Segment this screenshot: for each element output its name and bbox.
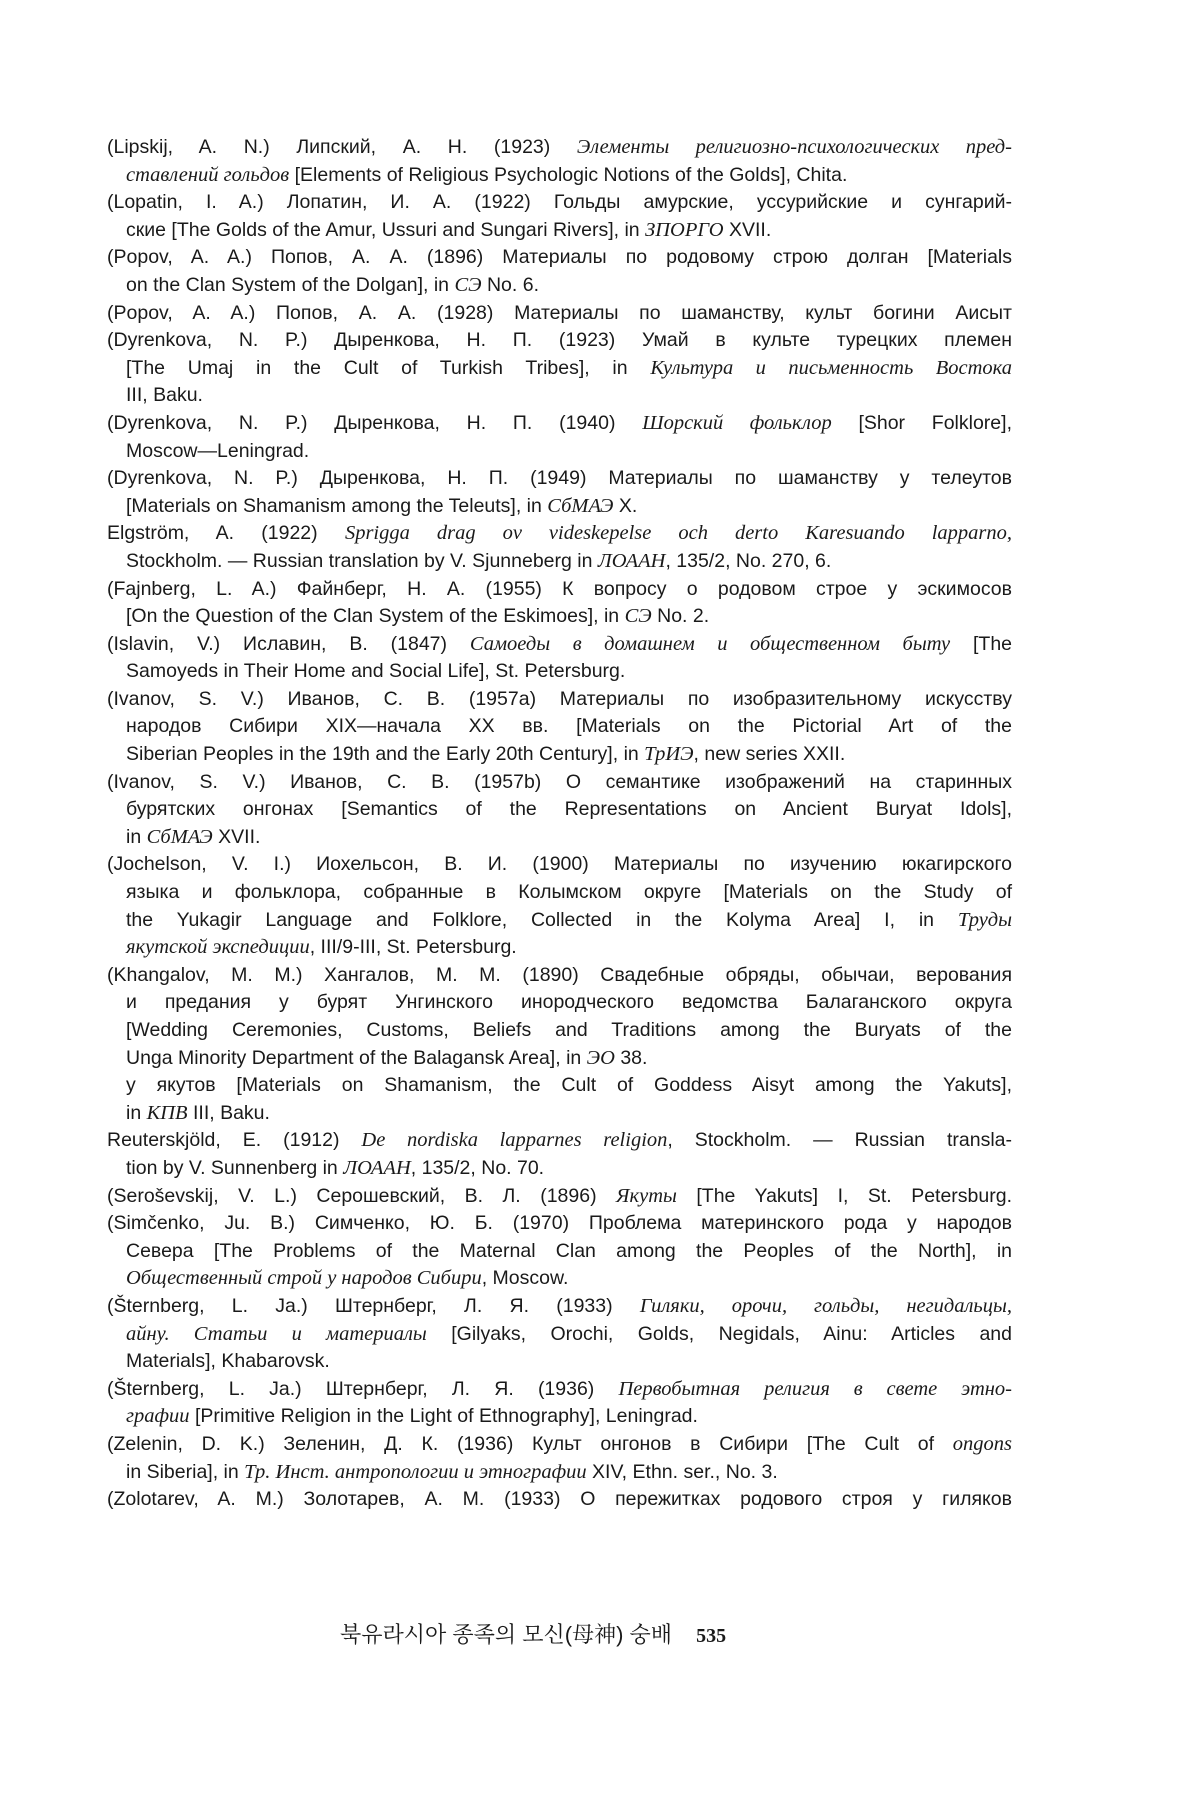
entry-line <box>107 907 1012 935</box>
italic-title-text: ЗПОРГО <box>645 218 724 241</box>
citation-text: (Simčenko, Ju. B.) Симченко, Ю. Б. (1970) Проблема материнского рода у народов <box>107 1212 1012 1235</box>
citation-text: Stockholm. — Russian translation by V. Sjunneberg in <box>126 549 598 572</box>
citation-text: (Zelenin, D. K.) Зеленин, Д. К. (1936) Культ онгонов в Сибири [The Cult of <box>107 1432 953 1455</box>
bibliography-entry <box>107 244 1012 299</box>
citation-text: , 135/2, No. 70. <box>410 1156 545 1179</box>
italic-title-text: Элементы религиозно-психологических пред- <box>576 136 1013 158</box>
entry-line <box>107 686 1012 714</box>
citation-text: (Islavin, V.) Иславин, В. (1847) <box>107 632 470 655</box>
entry-line <box>107 1183 1012 1211</box>
citation-text: Unga Minority Department of the Balagansk Area], in <box>126 1046 587 1069</box>
citation-text: No. 6. <box>481 273 539 296</box>
italic-title-text: якутской экспедиции <box>126 936 310 959</box>
bibliography-entry <box>107 1072 1012 1127</box>
entry-line <box>107 851 1012 879</box>
citation-text: и предания у бурят Унгинского инородческого ведомства Балаганского округа <box>126 991 1012 1014</box>
entry-line <box>107 410 1012 438</box>
citation-text: , Stockholm. — Russian transla- <box>667 1129 1012 1152</box>
italic-title-text: ongons <box>952 1432 1012 1455</box>
citation-text: Moscow—Leningrad. <box>126 439 310 462</box>
bibliography-entry <box>107 1293 1012 1376</box>
entry-line <box>107 272 1012 300</box>
bibliography-entry <box>107 1486 1012 1514</box>
bibliography-entry <box>107 851 1012 961</box>
bibliography-entry <box>107 134 1012 189</box>
entry-line <box>107 1293 1012 1321</box>
entry-line <box>107 1376 1012 1404</box>
bibliography-entry <box>107 1210 1012 1293</box>
citation-text: народов Сибири XIX—начала XX вв. [Materials on the Pictorial Art of the <box>126 715 1012 738</box>
italic-title-text: Гиляки, орочи, гольды, негидальцы, <box>639 1294 1013 1317</box>
citation-text: Elgström, A. (1922) <box>107 522 345 545</box>
citation-text: (Seroševskij, V. L.) Серошевский, В. Л. (1896) <box>107 1184 617 1207</box>
citation-text: (Šternberg, L. Ja.) Штернберг, Л. Я. (1933) <box>107 1294 640 1317</box>
citation-text: the Yukagir Language and Folklore, Collected in the Kolyma Area] I, in <box>126 908 958 931</box>
entry-line <box>107 934 1012 962</box>
bibliography-entry <box>107 631 1012 686</box>
entry-line <box>107 1403 1012 1431</box>
citation-text: (Popov, A. A.) Попов, А. А. (1928) Материалы по шаманству, культ богини Аисыт <box>107 301 1012 324</box>
citation-text: [On the Question of the Clan System of the Eskimoes], in <box>126 605 625 628</box>
italic-title-text: De nordiska lapparnes religion <box>361 1129 668 1152</box>
bibliography-entry <box>107 1376 1012 1431</box>
entry-line <box>107 244 1012 272</box>
italic-title-text: СбМАЭ <box>146 825 213 848</box>
entry-line <box>107 1238 1012 1266</box>
italic-title-text: Самоеды в домашнем и общественном быту <box>469 632 951 655</box>
citation-text: 38. <box>614 1046 648 1069</box>
citation-text: Materials], Khabarovsk. <box>126 1350 330 1373</box>
citation-text: (Dyrenkova, N. P.) Дыренкова, Н. П. (1940) <box>107 411 643 434</box>
bibliography-entry <box>107 410 1012 465</box>
entry-line <box>107 327 1012 355</box>
citation-text: , III/9-III, St. Petersburg. <box>309 936 517 959</box>
entry-line <box>107 134 1012 162</box>
citation-text: in <box>126 825 147 848</box>
italic-title-text: КПВ <box>146 1101 188 1124</box>
entry-line <box>107 989 1012 1017</box>
italic-title-text: Первобытная религия в свете этно- <box>618 1377 1012 1400</box>
bibliography-entry <box>107 465 1012 520</box>
entry-line <box>107 658 1012 686</box>
citation-text: (Lipskij, A. N.) Липский, А. Н. (1923) <box>107 136 577 158</box>
citation-text: tion by V. Sunnenberg in <box>126 1156 344 1179</box>
entry-line <box>107 879 1012 907</box>
bibliography-list <box>107 134 1012 1514</box>
entry-line <box>107 465 1012 493</box>
italic-title-text: Общественный строй у народов Сибири <box>126 1267 482 1290</box>
entry-line <box>107 382 1012 410</box>
citation-text: XVII. <box>212 825 261 848</box>
entry-line <box>107 796 1012 824</box>
entry-line <box>107 713 1012 741</box>
citation-text: XVII. <box>723 218 772 241</box>
citation-text: (Šternberg, L. Ja.) Штернберг, Л. Я. (1936) <box>107 1377 619 1400</box>
bibliography-entry <box>107 1127 1012 1182</box>
entry-line <box>107 355 1012 383</box>
entry-line <box>107 520 1012 548</box>
page-footer <box>340 1618 726 1649</box>
citation-text: бурятских онгонах [Semantics of the Representations on Ancient Buryat Idols], <box>126 798 1012 821</box>
citation-text: (Popov, A. A.) Попов, А. А. (1896) Материалы по родовому строю долган [Materials <box>107 246 1012 269</box>
citation-text: in <box>126 1101 147 1124</box>
bibliography-entry <box>107 686 1012 769</box>
italic-title-text: графии <box>126 1405 190 1428</box>
citation-text: (Khangalov, M. M.) Хангалов, М. М. (1890) Свадебные обряды, обычаи, верования <box>107 963 1012 986</box>
citation-text: (Dyrenkova, N. P.) Дыренкова, Н. П. (1923) Умай в культе турецких племен <box>107 329 1012 352</box>
citation-text: у якутов [Materials on Shamanism, the Cult of Goddess Aisyt among the Yakuts], <box>126 1074 1012 1097</box>
citation-text: Samoyeds in Their Home and Social Life], St. Petersburg. <box>126 660 626 683</box>
citation-text: языка и фольклора, собранные в Колымском округе [Materials on the Study of <box>126 881 1012 904</box>
citation-text: X. <box>613 494 638 517</box>
citation-text: , new series XXII. <box>693 743 846 766</box>
citation-text: [Primitive Religion in the Light of Ethnography], Leningrad. <box>189 1405 698 1428</box>
italic-title-text: Шорский фольклор <box>642 411 832 434</box>
citation-text: [Materials on Shamanism among the Teleuts], in <box>126 494 548 517</box>
entry-line <box>107 1321 1012 1349</box>
citation-text: No. 2. <box>651 605 710 628</box>
italic-title-text: ставлений гольдов <box>126 163 290 186</box>
citation-text: III, Baku. <box>187 1101 270 1124</box>
citation-text: [Wedding Ceremonies, Customs, Beliefs and Traditions among the Buryats of the <box>126 1019 1012 1041</box>
citation-text: (Lopatin, I. A.) Лопатин, И. А. (1922) Гольды амурские, уссурийские и сунгарий- <box>107 191 1012 214</box>
entry-line <box>107 162 1012 190</box>
entry-line <box>107 603 1012 631</box>
entry-line <box>107 1017 1012 1045</box>
citation-text: (Jochelson, V. I.) Иохельсон, В. И. (1900) Материалы по изучению юкагирского <box>107 853 1012 876</box>
bibliography-entry <box>107 769 1012 852</box>
italic-title-text: ТрИЭ <box>644 743 694 766</box>
citation-text: on the Clan System of the Dolgan], in <box>126 273 455 296</box>
citation-text: [The Yakuts] I, St. Petersburg. <box>676 1184 1012 1207</box>
italic-title-text: СбМАЭ <box>547 494 614 517</box>
italic-title-text: Якуты <box>616 1184 677 1207</box>
entry-line <box>107 1431 1012 1459</box>
entry-line <box>107 741 1012 769</box>
citation-text: Reuterskjöld, E. (1912) <box>107 1129 362 1152</box>
entry-line <box>107 1127 1012 1155</box>
entry-line <box>107 1486 1012 1514</box>
entry-line <box>107 576 1012 604</box>
citation-text: [The <box>950 632 1013 655</box>
entry-line <box>107 1265 1012 1293</box>
citation-text: [Shor Folklore], <box>831 411 1012 434</box>
citation-text: (Dyrenkova, N. P.) Дыренкова, Н. П. (1949) Материалы по шаманству у телеутов <box>107 467 1012 490</box>
citation-text: (Fajnberg, L. A.) Файнберг, Н. А. (1955) К вопросу о родовом строе у эскимосов <box>107 577 1012 600</box>
entry-line <box>107 1072 1012 1100</box>
citation-text: (Ivanov, S. V.) Иванов, С. В. (1957a) Материалы по изобразительному искусству <box>107 687 1012 710</box>
citation-text: in Siberia], in <box>126 1460 245 1483</box>
bibliography-entry <box>107 576 1012 631</box>
bibliography-entry <box>107 327 1012 410</box>
page-number: 535 <box>696 1625 727 1647</box>
citation-text: (Ivanov, S. V.) Иванов, С. В. (1957b) О семантике изображений на старинных <box>107 770 1012 793</box>
citation-text: Siberian Peoples in the 19th and the Early 20th Century], in <box>126 743 645 766</box>
entry-line <box>107 217 1012 245</box>
entry-line <box>107 300 1012 328</box>
bibliography-entry <box>107 962 1012 1072</box>
entry-line <box>107 631 1012 659</box>
citation-text: , Moscow. <box>481 1267 569 1290</box>
bibliography-entry <box>107 1183 1012 1211</box>
entry-line <box>107 493 1012 521</box>
italic-title-text: айну. Статьи и материалы <box>126 1322 427 1345</box>
italic-title-text: ЭО <box>586 1046 615 1069</box>
entry-line <box>107 962 1012 990</box>
italic-title-text: Культура и письменность Востока <box>650 356 1012 379</box>
italic-title-text: ЛОААН <box>597 549 666 572</box>
citation-text: [The Umaj in the Cult of Turkish Tribes], in <box>126 356 651 379</box>
citation-text: III, Baku. <box>126 384 203 407</box>
entry-line <box>107 1045 1012 1073</box>
citation-text: [Gilyaks, Orochi, Golds, Negidals, Ainu: Articles and <box>426 1322 1012 1345</box>
citation-text: XIV, Ethn. ser., No. 3. <box>586 1460 778 1483</box>
entry-line <box>107 769 1012 797</box>
entry-line <box>107 1459 1012 1487</box>
citation-text: , 135/2, No. 270, 6. <box>665 549 832 572</box>
italic-title-text: СЭ <box>454 273 482 296</box>
entry-line <box>107 1348 1012 1376</box>
entry-line <box>107 548 1012 576</box>
italic-title-text: Тр. Инст. антропологии и этнографии <box>244 1460 587 1483</box>
entry-line <box>107 438 1012 466</box>
bibliography-entry <box>107 520 1012 575</box>
citation-text: [Elements of Religious Psychologic Notions of the Golds], Chita. <box>289 163 848 186</box>
italic-title-text: Sprigga drag ov videskepelse och derto Karesuando lapparno, <box>344 522 1012 545</box>
bibliography-entry <box>107 300 1012 328</box>
entry-line <box>107 1155 1012 1183</box>
entry-line <box>107 1210 1012 1238</box>
citation-text: Севера [The Problems of the Maternal Clan among the Peoples of the North], in <box>126 1239 1012 1262</box>
citation-text: (Zolotarev, A. M.) Золотарев, А. М. (1933) О пережитках родового строя у гиляков <box>107 1488 1012 1511</box>
bibliography-entry <box>107 189 1012 244</box>
italic-title-text: ЛОААН <box>343 1156 411 1179</box>
running-title: 북유라시아 종족의 모신(母神) 숭배 <box>340 1622 673 1647</box>
entry-line <box>107 189 1012 217</box>
italic-title-text: СЭ <box>624 605 652 628</box>
entry-line <box>107 824 1012 852</box>
citation-text: ские [The Golds of the Amur, Ussuri and Sungari Rivers], in <box>126 218 646 241</box>
entry-line <box>107 1100 1012 1128</box>
italic-title-text: Труды <box>957 908 1012 931</box>
bibliography-entry <box>107 1431 1012 1486</box>
